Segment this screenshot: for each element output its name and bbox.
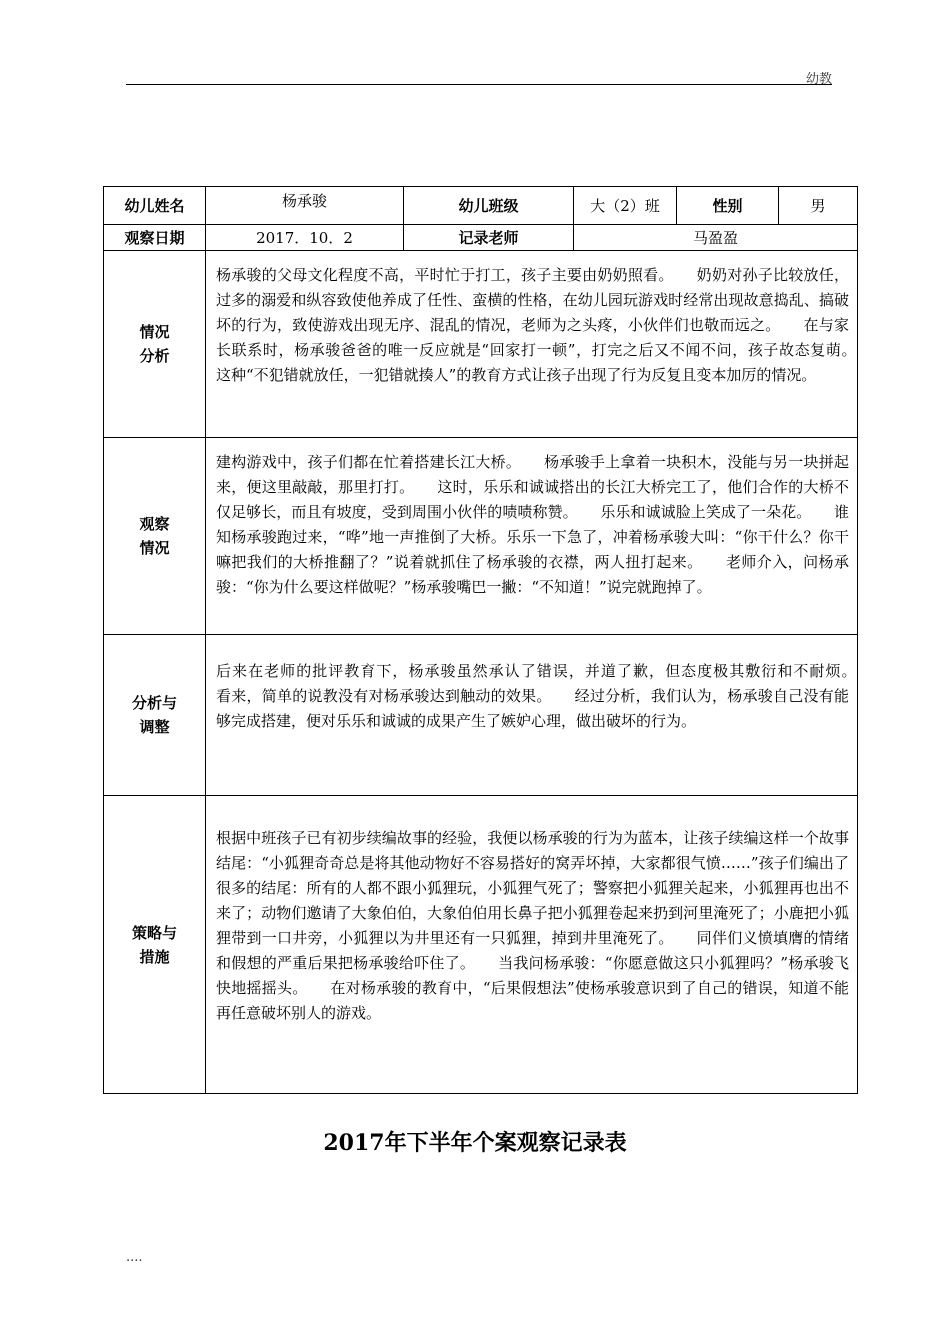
section-text: 根据中班孩子已有初步续编故事的经验，我便以杨承骏的行为为蓝本，让孩子续编这样一个故事结尾：“小狐狸奇奇总是将其他动物好不容易搭好的窝弄坏掉，大家都很气愤……”孩子们编出了很多的结尾：所有的人都不跟小狐狸玩，小狐狸气死了；警察把小狐狸关起来，小狐狸再也出不来了；动物们邀请了大象伯伯，大象伯伯用长鼻子把小狐狸卷起来扔到河里淹死了；小鹿把小狐狸带到一口井旁，小狐狸以为井里还有一只狐狸，掉到井里淹死了。 同伴们义愤填膺的情绪和假想的严重后果把杨承骏给吓住了。 当我问杨承骏：“你愿意做这只小狐狸吗？”杨承骏飞快地摇摇头。 在对杨承骏的教育中，“后果假想法”使杨承骏意识到了自己的错误，知道不能再任意破坏别人的游戏。: [216, 829, 849, 1022]
recording-teacher-label: 记录老师: [404, 225, 574, 251]
observation-date-value: 2017．10．2: [206, 225, 404, 251]
label-line: 调整: [139, 718, 170, 736]
section-text: 后来在老师的批评教育下，杨承骏虽然承认了错误，并道了歉，但态度极其敷衍和不耐烦。 看来，简单的说教没有对杨承骏达到触动的效果。 经过分析，我们认为，杨承骏自己没有能够完成搭建，便对乐乐和诚诚的成果产生了嫉妒心理，做出破坏的行为。: [216, 662, 880, 730]
header-tag: 幼教: [805, 72, 832, 87]
child-name-label: 幼儿姓名: [104, 187, 206, 225]
header-rule: [126, 84, 832, 85]
analysis-adjustment-label: [104, 635, 206, 796]
label-line: 情况: [139, 323, 170, 341]
section-text: 建构游戏中，孩子们都在忙着搭建长江大桥。 杨承骏手上拿着一块积木，没能与另一块拼起来，便这里敲敲，那里打打。 这时，乐乐和诚诚搭出的长江大桥完工了，他们合作的大桥不仅足够长，而且有坡度，受到周围小伙伴的啧啧称赞。 乐乐和诚诚脸上笑成了一朵花。 谁知杨承骏跑过来，“哗”地一声推倒了大桥。乐乐一下急了，冲着杨承骏大叫：“你干什么？你干嘛把我们的大桥推翻了？”说着就抓住了杨承骏的衣襟，两人扭打起来。 老师介入，问杨承骏：“你为什么要这样做呢？”杨承骏嘴巴一撇：“不知道！”说完就跑掉了。: [216, 453, 849, 596]
section-text: 杨承骏的父母文化程度不高，平时忙于打工，孩子主要由奶奶照看。 奶奶对孙子比较放任，过多的溺爱和纵容致使他养成了任性、蛮横的性格，在幼儿园玩游戏时经常出现故意捣乱、搞破坏的行为，致使游戏出现无序、混乱的情况，老师为之头疼，小伙伴们也敬而远之。 在与家长联系时，杨承骏爸爸的唯一反应就是“回家打一顿”，打完之后又不闻不问，孩子故态复萌。 这种“不犯错就放任，一犯错就揍人”的教育方式让孩子出现了行为反复且变本加厉的情况。: [216, 266, 880, 384]
label-line: 措施: [139, 947, 170, 966]
gender-value: 男: [779, 187, 858, 225]
observation-date-label: 观察日期: [104, 225, 206, 251]
footer-mark: ....: [126, 1250, 143, 1265]
label-line: 分析: [139, 347, 170, 365]
recording-teacher-value: 马盈盈: [574, 225, 858, 251]
label-line: 观察: [139, 515, 170, 533]
child-class-value: 大（2）班: [574, 187, 677, 225]
strategy-measures-label: [104, 796, 206, 1094]
gender-label: 性别: [677, 187, 779, 225]
situation-analysis-label: [104, 251, 206, 438]
label-line: 策略与: [131, 923, 177, 942]
situation-analysis-text: [206, 251, 880, 438]
page-title: 2017年下半年个案观察记录表: [323, 1130, 627, 1156]
label-line: 分析与: [131, 694, 177, 712]
observation-situation-text: [206, 438, 858, 635]
observation-record-table: [103, 186, 880, 1094]
child-class-label: 幼儿班级: [404, 187, 574, 225]
child-name-value: 杨承骏: [206, 187, 404, 225]
analysis-adjustment-text: [206, 635, 880, 796]
label-line: 情况: [139, 539, 170, 557]
strategy-measures-text: [206, 796, 858, 1094]
observation-situation-label: [104, 438, 206, 635]
